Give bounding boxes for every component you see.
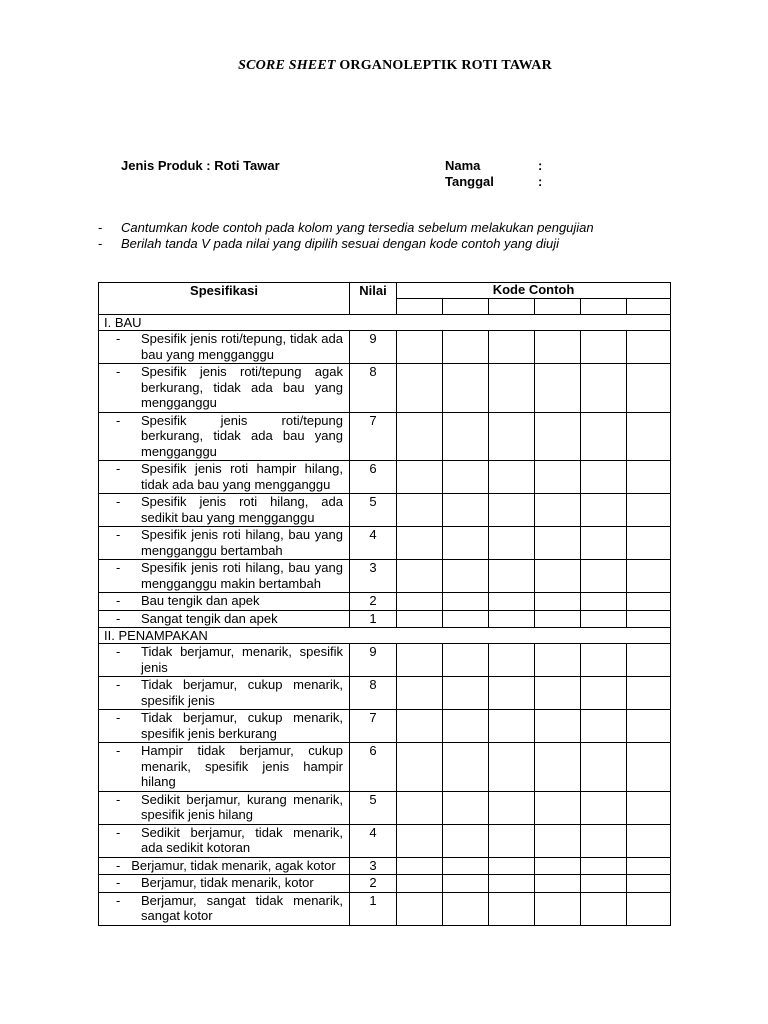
spec-text: Tidak berjamur, cukup menarik, spesifik jenis berkurang xyxy=(141,710,343,741)
spec-dash: - xyxy=(116,644,121,659)
spec-cell xyxy=(99,527,350,560)
spec-cell xyxy=(99,743,350,792)
check-cell[interactable] xyxy=(489,494,535,527)
check-cell[interactable] xyxy=(397,791,443,824)
spec-cell xyxy=(99,710,350,743)
tanggal-colon: : xyxy=(538,174,543,189)
check-cell[interactable] xyxy=(535,710,581,743)
check-cell[interactable] xyxy=(443,412,489,461)
check-cell[interactable] xyxy=(397,824,443,857)
instruction-text: Berilah tanda V pada nilai yang dipilih sesuai dengan kode contoh yang diuji xyxy=(121,236,559,251)
check-cell[interactable] xyxy=(581,593,627,611)
check-cell[interactable] xyxy=(443,527,489,560)
check-cell[interactable] xyxy=(535,610,581,628)
check-cell[interactable] xyxy=(397,710,443,743)
nilai-cell: 6 xyxy=(350,461,397,494)
check-cell[interactable] xyxy=(581,412,627,461)
table-row xyxy=(99,791,671,824)
spec-text: Hampir tidak berjamur, cukup menarik, spesifik jenis hampir hilang xyxy=(141,743,343,789)
nilai-cell: 7 xyxy=(350,710,397,743)
check-cell[interactable] xyxy=(489,593,535,611)
spec-cell xyxy=(99,412,350,461)
nilai-cell: 1 xyxy=(350,610,397,628)
check-cell[interactable] xyxy=(627,527,671,560)
table-row xyxy=(99,494,671,527)
nilai-cell: 9 xyxy=(350,331,397,364)
spec-dash: - xyxy=(116,824,121,840)
check-cell[interactable] xyxy=(535,593,581,611)
nilai-cell: 3 xyxy=(350,857,397,875)
page-title xyxy=(0,58,768,74)
check-cell[interactable] xyxy=(535,494,581,527)
check-cell[interactable] xyxy=(443,892,489,925)
check-cell[interactable] xyxy=(627,743,671,792)
nilai-cell: 8 xyxy=(350,677,397,710)
spec-text: Bau tengik dan apek xyxy=(141,593,260,608)
spec-cell xyxy=(99,593,350,611)
nilai-cell: 1 xyxy=(350,892,397,925)
check-cell[interactable] xyxy=(443,560,489,593)
check-cell[interactable] xyxy=(397,677,443,710)
check-cell[interactable] xyxy=(443,644,489,677)
instruction-text: Cantumkan kode contoh pada kolom yang tersedia sebelum melakukan pengujian xyxy=(121,220,594,235)
table-row xyxy=(99,461,671,494)
title-italic: SCORE SHEET xyxy=(238,58,336,73)
spec-text: Spesifik jenis roti hilang, bau yang mengganggu bertambah xyxy=(141,527,343,558)
nilai-cell: 5 xyxy=(350,494,397,527)
spec-dash: - xyxy=(116,494,121,509)
spec-cell xyxy=(99,824,350,857)
spec-text: Tidak berjamur, menarik, spesifik jenis xyxy=(141,644,343,675)
check-cell[interactable] xyxy=(581,892,627,925)
check-cell[interactable] xyxy=(397,412,443,461)
check-cell[interactable] xyxy=(581,644,627,677)
check-cell[interactable] xyxy=(397,857,443,875)
check-cell[interactable] xyxy=(443,710,489,743)
section-row xyxy=(99,315,671,331)
check-cell[interactable] xyxy=(581,710,627,743)
check-cell[interactable] xyxy=(489,461,535,494)
spec-dash: - xyxy=(116,710,121,725)
section-title: I. BAU xyxy=(99,315,671,331)
check-cell[interactable] xyxy=(489,560,535,593)
check-cell[interactable] xyxy=(581,857,627,875)
check-cell[interactable] xyxy=(397,644,443,677)
check-cell[interactable] xyxy=(581,824,627,857)
check-cell[interactable] xyxy=(443,494,489,527)
table-row xyxy=(99,892,671,925)
check-cell[interactable] xyxy=(397,593,443,611)
spec-cell xyxy=(99,461,350,494)
spec-text: Spesifik jenis roti/tepung agak berkurang, tidak ada bau yang mengganggu xyxy=(141,364,343,410)
check-cell[interactable] xyxy=(397,875,443,893)
spec-text: Spesifik jenis roti/tepung, tidak ada bau yang mengganggu xyxy=(141,331,343,362)
check-cell[interactable] xyxy=(535,527,581,560)
check-cell[interactable] xyxy=(535,560,581,593)
spec-dash: - xyxy=(116,461,121,476)
check-cell[interactable] xyxy=(489,331,535,364)
spec-cell xyxy=(99,331,350,364)
spec-text: Berjamur, tidak menarik, kotor xyxy=(141,875,314,890)
spec-text: Sedikit berjamur, tidak menarik, ada sedikit kotoran xyxy=(141,824,343,855)
spec-text: Berjamur, tidak menarik, agak kotor xyxy=(131,857,336,873)
spec-dash: - xyxy=(116,610,121,626)
check-cell[interactable] xyxy=(443,610,489,628)
check-cell[interactable] xyxy=(627,494,671,527)
check-cell[interactable] xyxy=(627,412,671,461)
check-cell[interactable] xyxy=(535,412,581,461)
table-row xyxy=(99,824,671,857)
spec-cell xyxy=(99,610,350,628)
check-cell[interactable] xyxy=(443,364,489,413)
kode-input-cell[interactable] xyxy=(397,299,443,315)
nilai-cell: 5 xyxy=(350,791,397,824)
table-row xyxy=(99,710,671,743)
spec-text: Spesifik jenis roti/tepung berkurang, tidak ada bau yang mengganggu xyxy=(141,412,343,459)
spec-cell xyxy=(99,494,350,527)
instruction-dash: - xyxy=(98,236,103,251)
table-row xyxy=(99,857,671,875)
check-cell[interactable] xyxy=(627,892,671,925)
section-row xyxy=(99,628,671,644)
check-cell[interactable] xyxy=(443,791,489,824)
check-cell[interactable] xyxy=(489,364,535,413)
table-row xyxy=(99,527,671,560)
check-cell[interactable] xyxy=(397,892,443,925)
check-cell[interactable] xyxy=(397,743,443,792)
nama-label: Nama xyxy=(445,158,481,173)
check-cell[interactable] xyxy=(627,461,671,494)
check-cell[interactable] xyxy=(489,875,535,893)
kode-input-cell[interactable] xyxy=(535,299,581,315)
check-cell[interactable] xyxy=(581,875,627,893)
check-cell[interactable] xyxy=(627,677,671,710)
check-cell[interactable] xyxy=(489,892,535,925)
check-cell[interactable] xyxy=(443,743,489,792)
check-cell[interactable] xyxy=(443,593,489,611)
check-cell[interactable] xyxy=(535,791,581,824)
check-cell[interactable] xyxy=(627,331,671,364)
check-cell[interactable] xyxy=(627,710,671,743)
check-cell[interactable] xyxy=(397,560,443,593)
check-cell[interactable] xyxy=(489,710,535,743)
spec-cell xyxy=(99,560,350,593)
title-rest: ORGANOLEPTIK ROTI TAWAR xyxy=(339,58,552,73)
spec-dash: - xyxy=(116,412,121,428)
check-cell[interactable] xyxy=(397,364,443,413)
nilai-cell: 6 xyxy=(350,743,397,792)
check-cell[interactable] xyxy=(627,593,671,611)
spec-dash: - xyxy=(116,527,121,542)
kode-input-cell[interactable] xyxy=(489,299,535,315)
spec-dash: - xyxy=(116,364,121,379)
spec-text: Tidak berjamur, cukup menarik, spesifik jenis xyxy=(141,677,343,708)
table-row xyxy=(99,644,671,677)
check-cell[interactable] xyxy=(581,791,627,824)
table-row xyxy=(99,677,671,710)
score-table xyxy=(98,282,671,926)
table-row xyxy=(99,610,671,628)
nama-field xyxy=(445,158,543,173)
table-row xyxy=(99,560,671,593)
check-cell[interactable] xyxy=(489,791,535,824)
check-cell[interactable] xyxy=(581,677,627,710)
check-cell[interactable] xyxy=(397,331,443,364)
spec-text: Spesifik jenis roti hampir hilang, tidak ada bau yang mengganggu xyxy=(141,461,343,492)
check-cell[interactable] xyxy=(489,743,535,792)
check-cell[interactable] xyxy=(443,875,489,893)
check-cell[interactable] xyxy=(581,743,627,792)
check-cell[interactable] xyxy=(443,677,489,710)
spec-text: Sangat tengik dan apek xyxy=(141,610,278,626)
check-cell[interactable] xyxy=(627,560,671,593)
spec-cell xyxy=(99,644,350,677)
check-cell[interactable] xyxy=(535,644,581,677)
check-cell[interactable] xyxy=(443,824,489,857)
check-cell[interactable] xyxy=(627,644,671,677)
spec-dash: - xyxy=(116,593,121,608)
instruction-dash: - xyxy=(98,220,103,235)
check-cell[interactable] xyxy=(627,791,671,824)
check-cell[interactable] xyxy=(581,364,627,413)
nama-colon: : xyxy=(538,158,543,173)
tanggal-field xyxy=(445,174,543,189)
kode-input-cell[interactable] xyxy=(443,299,489,315)
nilai-cell: 2 xyxy=(350,875,397,893)
table-body xyxy=(99,315,671,926)
nilai-cell: 3 xyxy=(350,560,397,593)
spec-dash: - xyxy=(116,875,121,890)
spec-dash: - xyxy=(116,857,121,873)
check-cell[interactable] xyxy=(535,857,581,875)
check-cell[interactable] xyxy=(627,857,671,875)
check-cell[interactable] xyxy=(489,824,535,857)
spec-dash: - xyxy=(116,560,121,575)
check-cell[interactable] xyxy=(489,527,535,560)
spec-cell xyxy=(99,892,350,925)
check-cell[interactable] xyxy=(489,610,535,628)
check-cell[interactable] xyxy=(581,461,627,494)
nilai-cell: 2 xyxy=(350,593,397,611)
check-cell[interactable] xyxy=(581,331,627,364)
header-spesifikasi: Spesifikasi xyxy=(99,283,350,315)
spec-cell xyxy=(99,677,350,710)
product-label: Jenis Produk : Roti Tawar xyxy=(121,158,280,173)
check-cell[interactable] xyxy=(397,461,443,494)
check-cell[interactable] xyxy=(535,875,581,893)
check-cell[interactable] xyxy=(627,824,671,857)
check-cell[interactable] xyxy=(535,461,581,494)
tanggal-label: Tanggal xyxy=(445,174,494,189)
table-row xyxy=(99,412,671,461)
table-row xyxy=(99,593,671,611)
check-cell[interactable] xyxy=(443,857,489,875)
nilai-cell: 4 xyxy=(350,824,397,857)
spec-text: Spesifik jenis roti hilang, ada sedikit bau yang mengganggu xyxy=(141,494,343,525)
check-cell[interactable] xyxy=(535,331,581,364)
table-row xyxy=(99,331,671,364)
section-title: II. PENAMPAKAN xyxy=(99,628,671,644)
check-cell[interactable] xyxy=(489,412,535,461)
check-cell[interactable] xyxy=(581,527,627,560)
kode-input-cell[interactable] xyxy=(627,299,671,315)
check-cell[interactable] xyxy=(627,610,671,628)
check-cell[interactable] xyxy=(581,610,627,628)
spec-cell xyxy=(99,791,350,824)
table-row xyxy=(99,743,671,792)
check-cell[interactable] xyxy=(581,560,627,593)
nilai-cell: 9 xyxy=(350,644,397,677)
table-row xyxy=(99,875,671,893)
kode-input-cell[interactable] xyxy=(581,299,627,315)
check-cell[interactable] xyxy=(443,461,489,494)
check-cell[interactable] xyxy=(535,743,581,792)
check-cell[interactable] xyxy=(627,364,671,413)
check-cell[interactable] xyxy=(443,331,489,364)
spec-dash: - xyxy=(116,331,121,346)
check-cell[interactable] xyxy=(627,875,671,893)
spec-text: Berjamur, sangat tidak menarik, sangat kotor xyxy=(141,892,343,923)
check-cell[interactable] xyxy=(489,677,535,710)
check-cell[interactable] xyxy=(397,527,443,560)
check-cell[interactable] xyxy=(535,824,581,857)
check-cell[interactable] xyxy=(397,494,443,527)
check-cell[interactable] xyxy=(581,494,627,527)
spec-dash: - xyxy=(116,743,121,758)
table-row xyxy=(99,364,671,413)
spec-dash: - xyxy=(116,677,121,692)
spec-cell xyxy=(99,857,350,875)
spec-dash: - xyxy=(116,892,121,908)
nilai-cell: 8 xyxy=(350,364,397,413)
spec-text: Spesifik jenis roti hilang, bau yang mengganggu makin bertambah xyxy=(141,560,343,591)
check-cell[interactable] xyxy=(489,644,535,677)
check-cell[interactable] xyxy=(535,892,581,925)
nilai-cell: 7 xyxy=(350,412,397,461)
header-nilai: Nilai xyxy=(350,283,397,315)
spec-cell xyxy=(99,364,350,413)
check-cell[interactable] xyxy=(535,677,581,710)
check-cell[interactable] xyxy=(489,857,535,875)
nilai-cell: 4 xyxy=(350,527,397,560)
check-cell[interactable] xyxy=(535,364,581,413)
spec-text: Sedikit berjamur, kurang menarik, spesifik jenis hilang xyxy=(141,791,343,822)
check-cell[interactable] xyxy=(397,610,443,628)
spec-dash: - xyxy=(116,791,121,807)
header-kode-contoh: Kode Contoh xyxy=(397,283,671,299)
spec-cell xyxy=(99,875,350,893)
